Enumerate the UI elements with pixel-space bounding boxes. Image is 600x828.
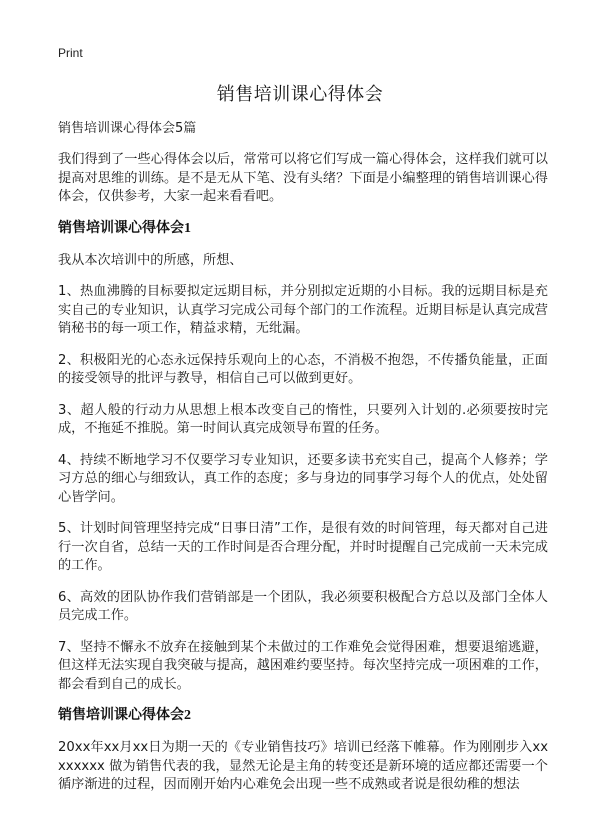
article-subtitle: 销售培训课心得体会5篇 <box>58 121 197 136</box>
paragraph: 6、高效的团队协作我们营销部是一个团队，我必须要积极配合方总以及部门全体人员完成工作。 <box>58 589 548 623</box>
paragraph: 4、持续不断地学习不仅要学习专业知识，还要多读书充实自己，提高个人修养；学习方总的细心与细致认，真工作的态度；多与身边的同事学习每个人的优点，处处留心皆学问。 <box>58 452 548 505</box>
paragraph: 20xx年xx月xx日为期一天的《专业销售技巧》培训已经落下帷幕。作为刚刚步入xxxxxxxx 做为销售代表的我，显然无论是主角的转变还是新环境的适应都还需要一个循序渐进的过程，因而刚开始内心难免会出现一些不成熟或者说是很幼稚的想法 <box>58 740 548 792</box>
intro-paragraph: 我们得到了一些心得体会以后，常常可以将它们写成一篇心得体会，这样我们就可以提高对思维的训练。是不是无从下笔、没有头绪？下面是小编整理的销售培训课心得体会，仅供参考，大家一起来看看吧。 <box>58 152 548 204</box>
paragraph: 5、计划时间管理坚持完成“日事日清”工作，是很有效的时间管理，每天都对自己进行一次自省，总结一天的工作时间是否合理分配，并时时提醒自己完成前一天未完成的工作。 <box>58 521 548 573</box>
paragraph: 我从本次培训中的所感，所想、 <box>58 252 243 268</box>
paragraph: 1、热血沸腾的目标要拟定远期目标，并分别拟定近期的小目标。我的远期目标是充实自己的专业知识，认真学习完成公司每个部门的工作流程。近期目标是认真完成营销秘书的每一项工作，精益求精，无纰漏。 <box>58 284 548 336</box>
paragraph: 7、坚持不懈永不放弃在接触到某个未做过的工作难免会觉得困难，想要退缩逃避，但这样无法实现自我突破与提高，越困难约要坚持。每次坚持完成一项困难的工作，都会看到自己的成长。 <box>58 639 548 692</box>
page-title: 销售培训课心得体会 <box>216 84 384 105</box>
article-body <box>58 120 548 808</box>
print-link[interactable]: Print <box>58 46 83 60</box>
paragraph: 3、超人般的行动力从思想上根本改变自己的惰性，只要列入计划的.必须要按时完成，不拖延不推脱。第一时间认真完成领导布置的任务。 <box>58 402 548 436</box>
section-heading-1: 销售培训课心得体会1 <box>58 220 191 236</box>
paragraph: 2、积极阳光的心态永远保持乐观向上的心态，不消极不抱怨，不传播负能量，正面的接受领导的批评与教导，相信自己可以做到更好。 <box>58 352 548 386</box>
section-heading-2: 销售培训课心得体会2 <box>58 708 191 723</box>
